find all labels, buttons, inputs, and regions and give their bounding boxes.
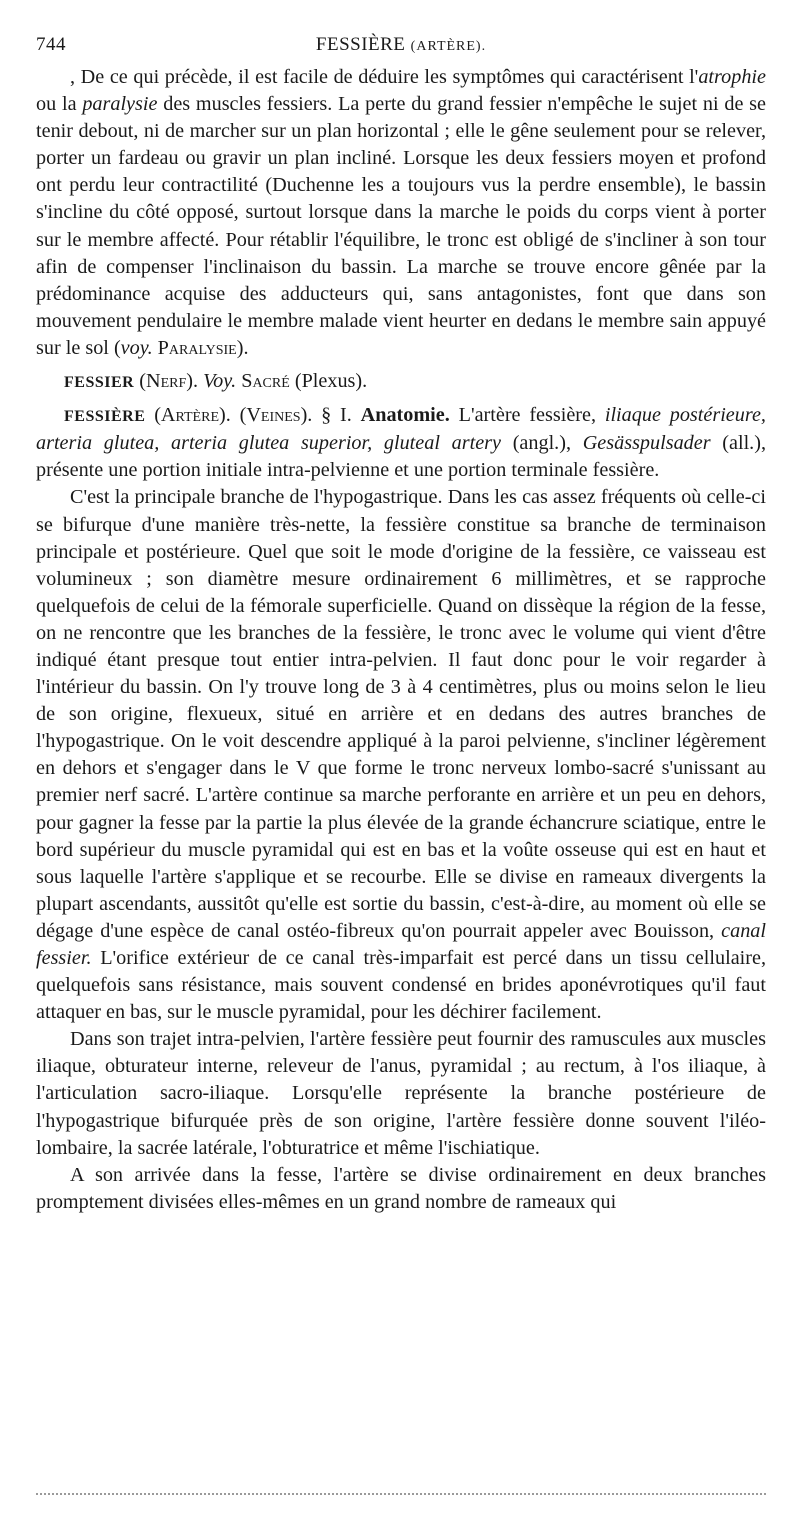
text-run: ). ( [219, 404, 247, 427]
italic-term-paralysie: paralysie [82, 93, 158, 116]
text-run: ( [145, 404, 161, 427]
text-run: (all.), présente une portion initiale intra-pelvienne et une portion terminale fessière. [36, 432, 767, 482]
text-run: , De ce qui précède, il est facile de déduire les symptômes qui caractérisent l' [70, 66, 699, 88]
italic-voy: voy. [120, 336, 153, 359]
text-run: (angl.), [501, 432, 583, 455]
text-run: ou la [36, 93, 83, 116]
small-caps-veines: Veines [246, 404, 301, 427]
text-run: Dans son trajet intra-pelvien, l'artère fessière peut fournir des ramuscules aux muscles iliaque, obturateur interne, releveur de l'anus, pyramidal ; au rectum, à l'os iliaque, à l'articulation sacro-iliaque. Lorsqu'elle représente la branche postérieure de l'hypogastrique bifurquée près de son origine, l'artère fessière donne souvent l'iléo-lombaire, la sacrée latérale, l'obturatrice et même l'ischiatique. [36, 1028, 766, 1159]
entry-fessier-nerf [36, 368, 766, 396]
entry-fessiere-artere [36, 402, 766, 484]
small-caps-nerf: Nerf [145, 370, 187, 393]
italic-german-term: Gesässpulsader [582, 432, 711, 455]
running-title-main: FESSIÈRE [315, 34, 406, 55]
page-number: 744 [36, 34, 66, 55]
italic-voy: Voy. [203, 370, 237, 393]
cross-reference-sacre: Sacré [241, 370, 290, 393]
italic-synonyms: iliaque postérieure, arteria glutea, arteria glutea superior, gluteal artery [36, 404, 766, 455]
cross-reference-paralysie: Paralysie [157, 336, 237, 359]
text-run: des muscles fessiers. La perte du grand fessier n'empêche le sujet ni de se tenir debout, ni de marcher sur un plan horizontal ; elle le gêne seulement pour se relever, porter un fardeau ou gravir un plan incliné. Lorsque les deux fessiers moyen et profond ont perdu leur contractilité (Duchenne les a toujours vus la perdre ensemble), le bassin s'incline du côté opposé, surtout lorsque dans la marche le poids du corps vient à porter sur le membre affecté. Pour rétablir l'équilibre, le tronc est obligé de s'incliner à son tour afin de compenser l'inclinaison du bassin. La marche se trouve encore gênée par la prédominance acquise des adducteurs qui, sans antagonistes, font que dans son mouvement pendulaire le membre malade vient heurter en dedans le membre sain appuyé sur le sol ( [36, 93, 766, 359]
footer-dotted-rule [36, 1493, 766, 1495]
small-caps-artere: Artère [160, 404, 219, 427]
text-run: ). § I. [300, 404, 361, 427]
text-run: A son arrivée dans la fesse, l'artère se divise ordinairement en deux branches promptement divisées elles-mêmes en un grand nombre de rameaux qui [36, 1163, 766, 1213]
paragraph-hypogastrique [36, 484, 766, 1026]
text-run: (Plexus). [289, 370, 368, 393]
text-run: ( [134, 370, 146, 393]
headword-fessiere: FESSIÈRE [64, 408, 146, 426]
running-title-paren: (ARTÈRE). [410, 39, 487, 54]
running-title [36, 34, 766, 56]
paragraph-atrophie [36, 64, 766, 362]
paragraph-trajet-intra-pelvien [36, 1026, 766, 1161]
text-run: C'est la principale branche de l'hypogastrique. Dans les cas assez fréquents où celle-ci se bifurque d'une manière très-nette, la fessière constitue sa branche de terminaison principale et postérieure. Quel que soit le mode d'origine de la fessière, ce vaisseau est volumineux ; son diamètre mesure ordinairement 6 millimètres, et se rapproche quelquefois de celui de la fémorale superficielle. Quand on dissèque la région de la fesse, on ne rencontre que les branches de la fessière, le tronc avec le volume qui vient d'être indiqué étant presque tout entier intra-pelvien. Il faut donc pour le voir regarder à l'intérieur du bassin. On l'y trouve long de 3 à 4 centimètres, plus ou moins selon le lieu de son origine, flexueux, situé en arrière et en dedans des autres branches de l'hypogastrique. On le voit descendre appliqué à la paroi pelvienne, s'incliner légèrement en dehors et s'engager dans le V que forme le tronc nerveux lombo-sacré s'unissant au premier nerf sacré. L'artère continue sa marche perforante en arrière et un peu en dehors, pour gagner la fesse par la partie la plus élevée de la grande échancrure sciatique, entre le bord supérieur du muscle pyramidal qui est en bas et la voûte osseuse qui est en haut et sous laquelle l'artère s'applique et se recourbe. Elle se divise en rameaux divergents la plupart ascendants, aussitôt qu'elle est sortie du bassin, c'est-à-dire, au moment où elle se dégage d'une espèce de canal ostéo-fibreux qu'on pourrait appeler avec Bouisson, [36, 486, 766, 942]
headword-fessier: FESSIER [64, 374, 135, 392]
paragraph-arrivee-fesse [36, 1162, 766, 1216]
text-run: L'artère fessière, [449, 404, 605, 427]
italic-term-atrophie: atrophie [698, 66, 766, 88]
running-head [36, 30, 766, 64]
section-heading-anatomie: Anatomie. [360, 404, 450, 427]
text-run: ). [236, 336, 249, 359]
text-run: ). [186, 370, 204, 393]
text-run: L'orifice extérieur de ce canal très-imparfait est percé dans un tissu cellulaire, quelquefois sans résistance, mais souvent condensé en brides aponévrotiques qu'il faut attaquer en bas, sur le muscle pyramidal, pour les déchirer facilement. [36, 947, 766, 1024]
italic-canal-fessier: canal fessier. [36, 919, 766, 969]
